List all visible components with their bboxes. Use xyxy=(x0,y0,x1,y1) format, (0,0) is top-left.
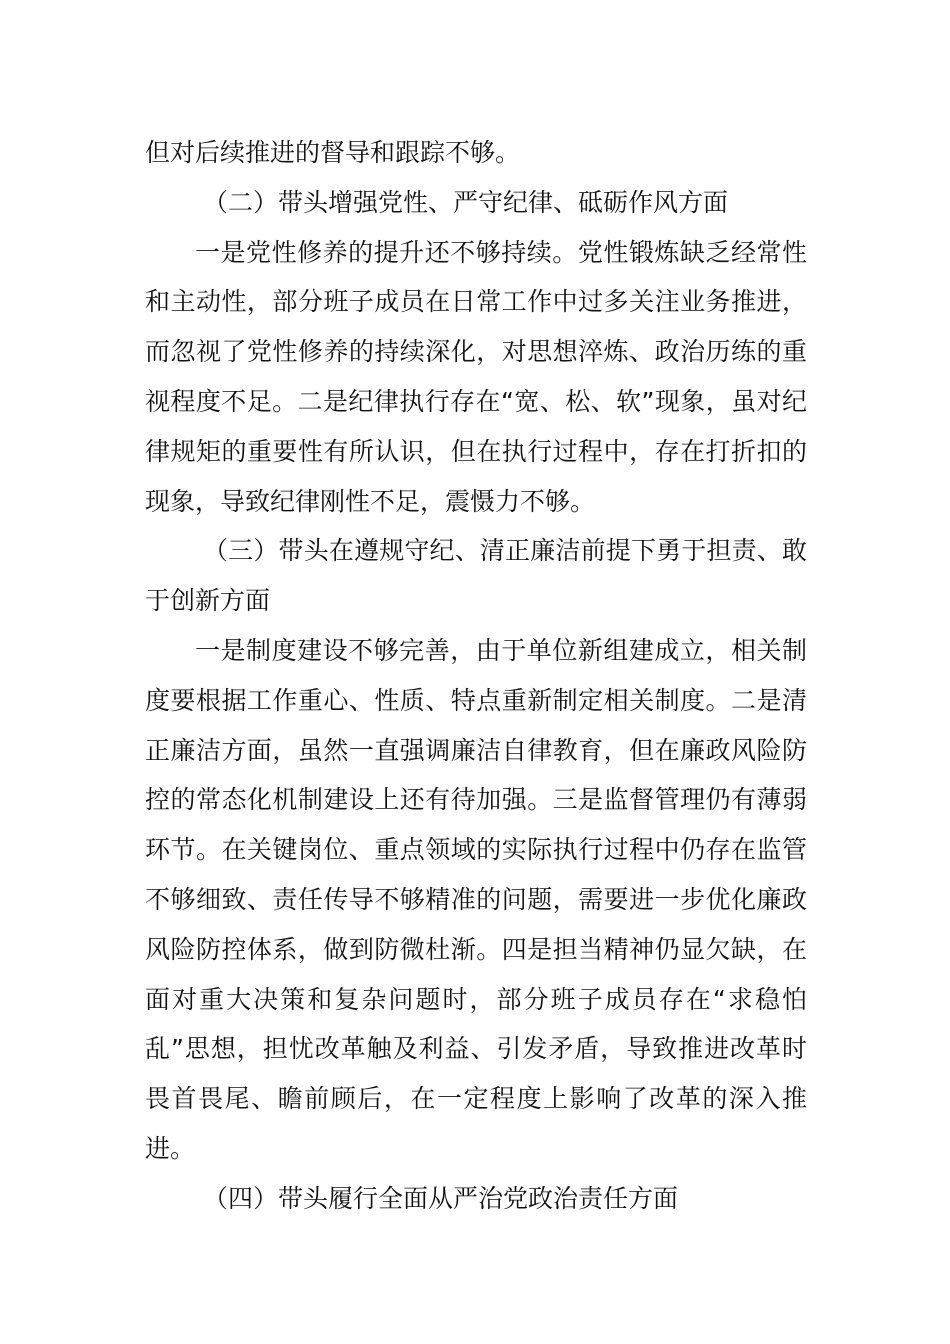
section-heading-3: （三）带头在遵规守纪、清正廉洁前提下勇于担责、敢于创新方面 xyxy=(145,536,807,616)
paragraph-continuation: 但对后续推进的督导和跟踪不够。 xyxy=(145,138,521,167)
document-body xyxy=(145,128,807,1224)
section-heading-4: （四）带头履行全面从严治党政治责任方面 xyxy=(203,1183,679,1213)
paragraph-section-3-body: 一是制度建设不够完善，由于单位新组建成立，相关制度要根据工作重心、性质、特点重新制定相关制度。二是清正廉洁方面，虽然一直强调廉洁自律教育，但在廉政风险防控的常态化机制建设上还有待加强。三是监督管理仍有薄弱环节。在关键岗位、重点领域的实际执行过程中仍存在监管不够细致、责任传导不够精准的问题，需要进一步优化廉政风险防控体系，做到防微杜渐。四是担当精神仍显欠缺，在面对重大决策和复杂问题时，部分班子成员存在“求稳怕乱”思想，担忧改革触及利益、引发矛盾，导致推进改革时畏首畏尾、瞻前顾后，在一定程度上影响了改革的深入推进。 xyxy=(145,635,807,1163)
section-heading-2: （二）带头增强党性、严守纪律、砥砺作风方面 xyxy=(203,187,729,217)
paragraph-section-2-body: 一是党性修养的提升还不够持续。党性锻炼缺乏经常性和主动性，部分班子成员在日常工作中过多关注业务推进，而忽视了党性修养的持续深化，对思想淬炼、政治历练的重视程度不足。二是纪律执行存在“宽、松、软”现象，虽对纪律规矩的重要性有所认识，但在执行过程中，存在打折扣的现象，导致纪律刚性不足，震慑力不够。 xyxy=(145,237,807,516)
